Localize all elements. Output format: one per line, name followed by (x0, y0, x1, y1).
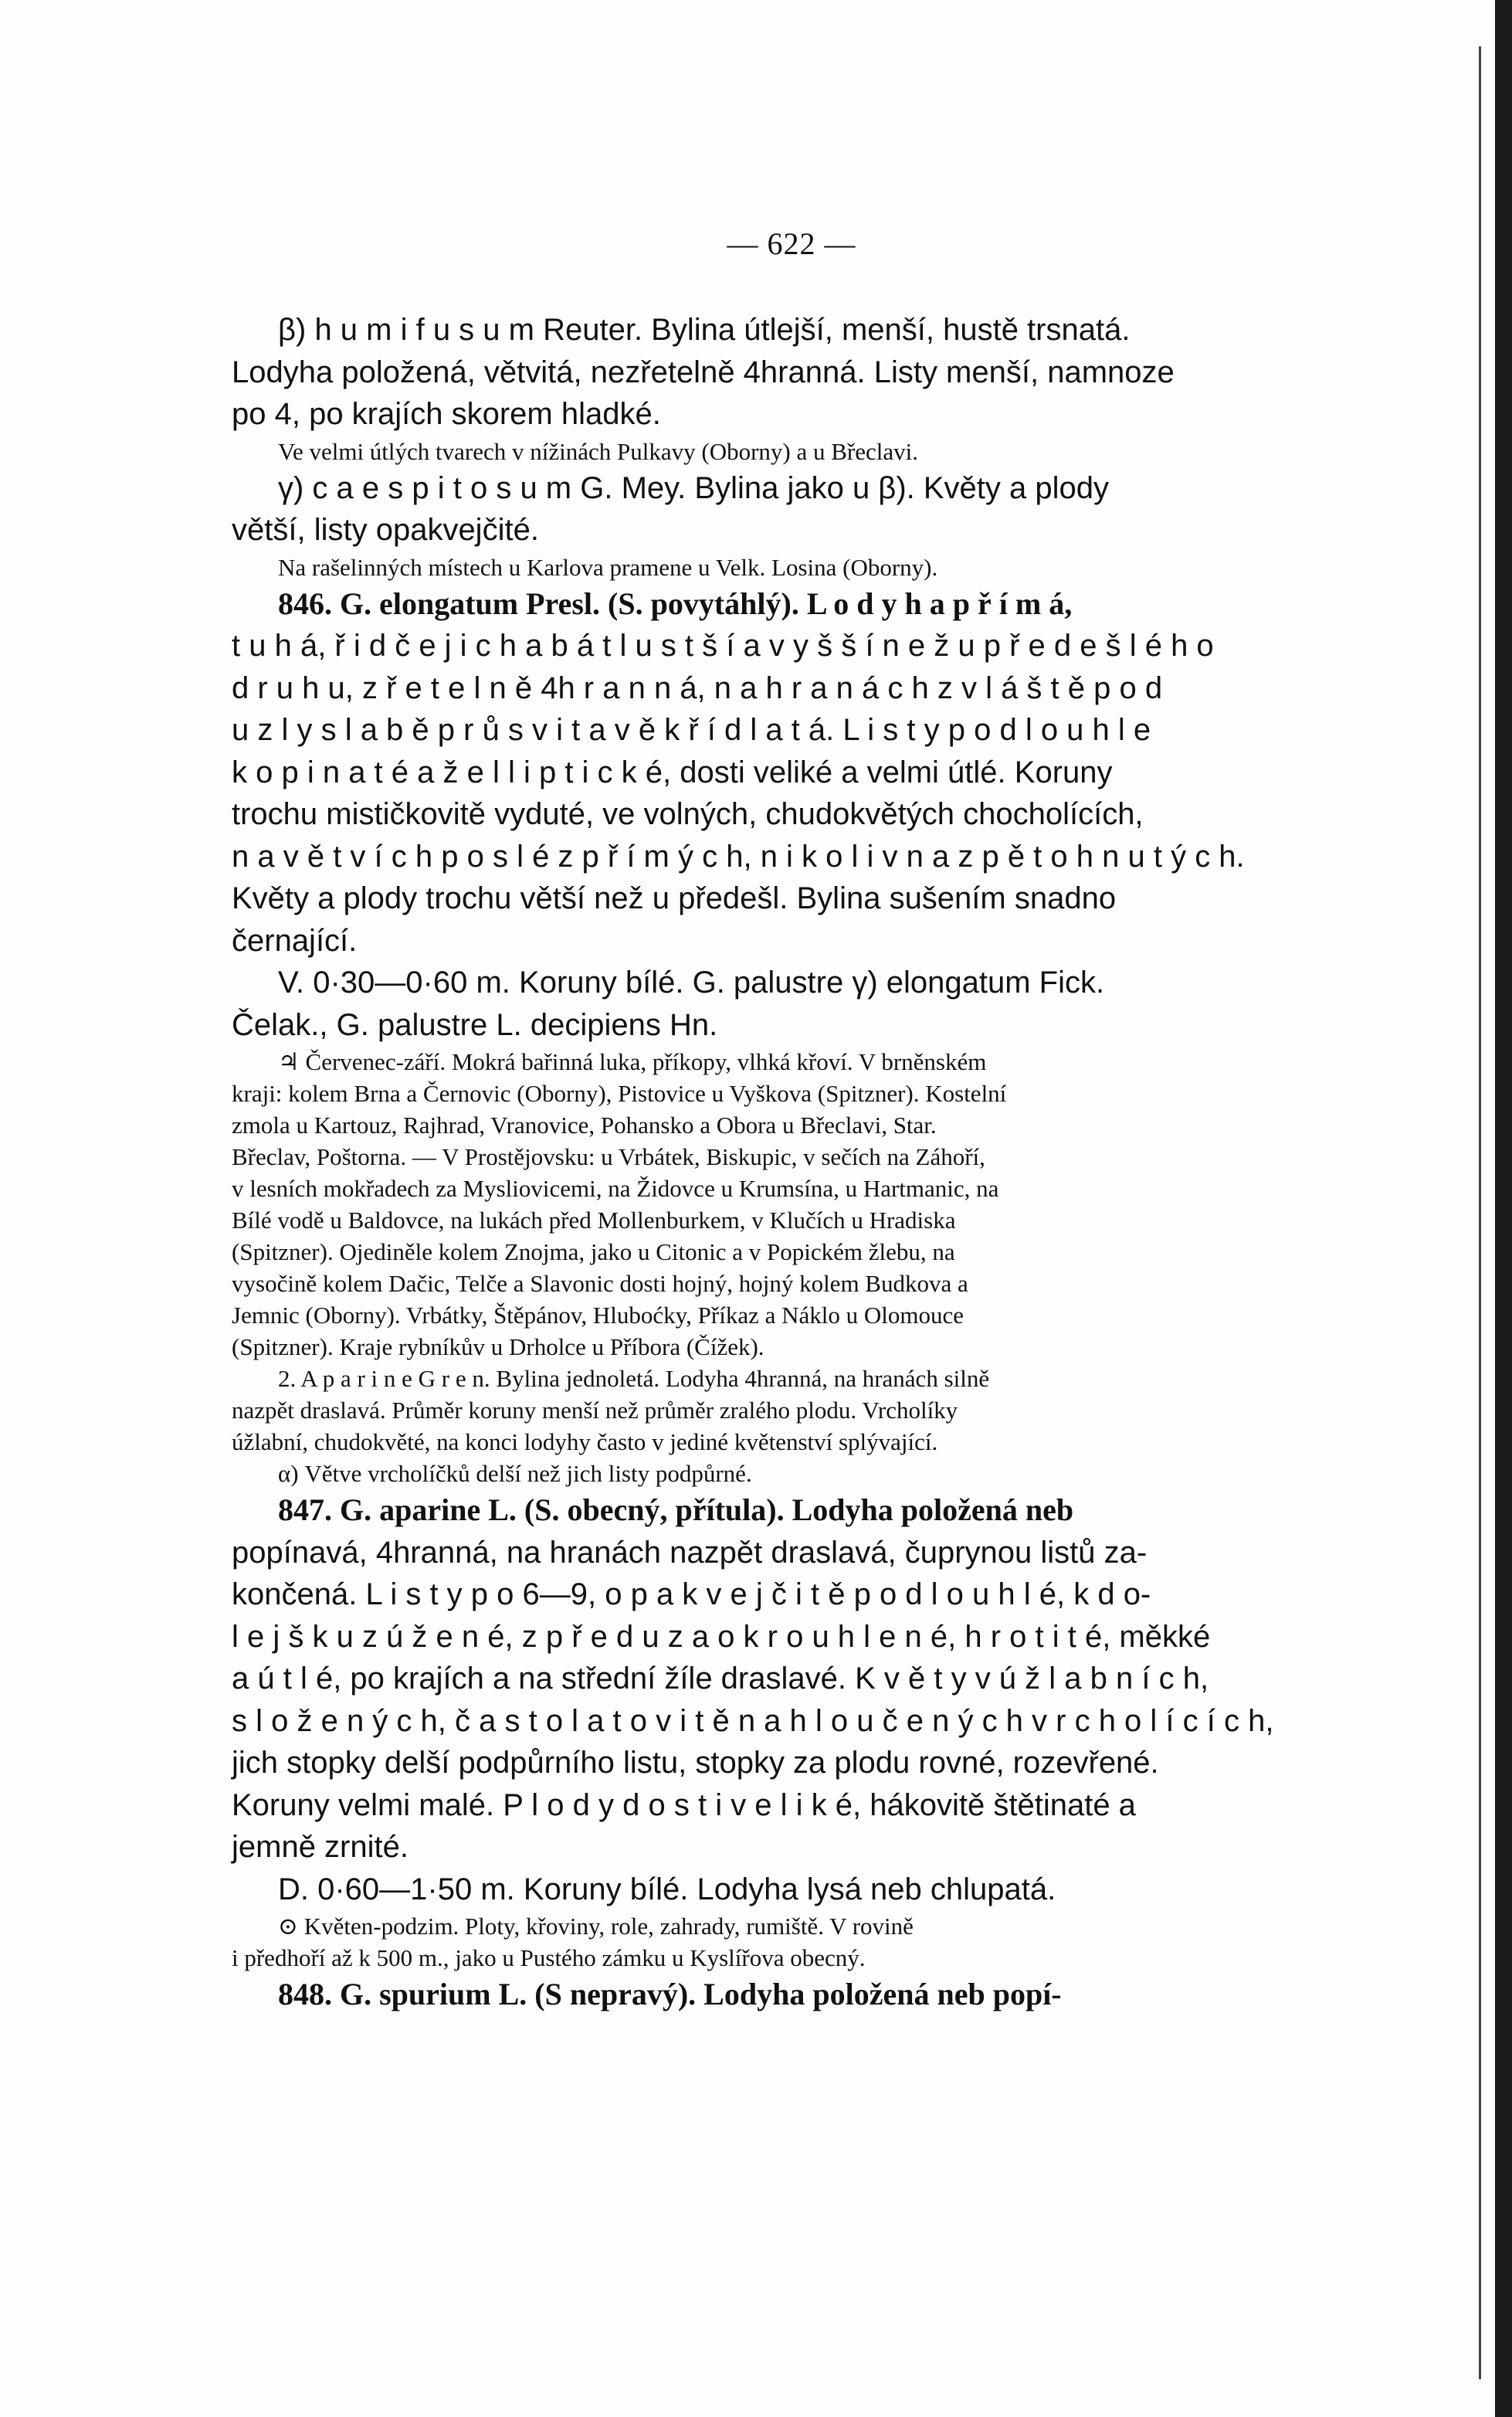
page-body (232, 309, 1313, 2016)
locality-line: ♃ Červenec-září. Mokrá bařinná luka, příkopy, vlhká křoví. V brněnském (278, 1048, 987, 1075)
locality-line: v lesních mokřadech za Mysliovicemi, na Židovce u Krumsína, u Hartmanic, na (232, 1175, 999, 1202)
text-line: černající. (232, 923, 358, 958)
text-line: k o p i n a t é a ž e l l i p t i c k é, dosti veliké a velmi útlé. Koruny (232, 755, 1113, 789)
locality-line: ⊙ Květen-podzim. Ploty, křoviny, role, zahrady, rumiště. V rovině (278, 1913, 914, 1940)
text-line: l e j š k u z ú ž e n é, z p ř e d u z a o k r o u h l e n é, h r o t i t é, měkké (232, 1619, 1211, 1654)
locality-line: Bílé vodě u Baldovce, na lukách před Mollenburkem, v Klučích u Hradiska (232, 1207, 956, 1234)
text-line: končená. L i s t y p o 6—9, o p a k v e j č i t ě p o d l o u h l é, k d o- (232, 1577, 1151, 1611)
scan-edge (1495, 0, 1512, 2417)
text-line: jemně zrnité. (232, 1830, 409, 1864)
species-heading-848: 848. G. spurium L. (S nepravý). Lodyha položená neb popí- (278, 1977, 1062, 2011)
species-heading-846: 846. G. elongatum Presl. (S. povytáhlý). L o d y h a p ř í m á, (278, 586, 1073, 621)
text-line: Lodyha položená, větvitá, nezřetelně 4hranná. Listy menší, namnoze (232, 355, 1175, 389)
text-line: nazpět draslavá. Průměr koruny menší než průměr zralého plodu. Vrcholíky (232, 1397, 958, 1424)
text-line: jich stopky delší podpůrního listu, stopky za plodu rovné, rozevřené. (232, 1746, 1159, 1780)
text-line: V. 0·30—0·60 m. Koruny bílé. G. palustre γ) elongatum Fick. (278, 966, 1105, 1000)
text-line: γ) c a e s p i t o s u m G. Mey. Bylina jako u β). Květy a plody (278, 470, 1109, 505)
text-line: úžlabní, chudokvěté, na konci lodyhy často v jediné květenství splývající. (232, 1428, 938, 1455)
locality-line: zmola u Kartouz, Rajhrad, Vranovice, Pohansko a Obora u Břeclavi, Star. (232, 1112, 937, 1139)
locality-line: (Spitzner). Kraje rybníkův u Drholce u Příbora (Čížek). (232, 1333, 764, 1360)
page-number: — 622 — (727, 226, 856, 261)
text-line: d r u h u, z ř e t e l n ě 4h r a n n á, n a h r a n á c h z v l á š t ě p o d (232, 670, 1163, 705)
subsection-note: α) Větve vrcholíčků delší než jich listy podpůrné. (278, 1460, 752, 1487)
text-line: n a v ě t v í c h p o s l é z p ř í m ý c h, n i k o l i v n a z p ě t o h n u t ý c h. (232, 839, 1245, 874)
locality-line: kraji: kolem Brna a Černovic (Oborny), Pistovice u Vyškova (Spitzner). Kostelní (232, 1080, 1007, 1107)
locality-line: Břeclav, Poštorna. — V Prostějovsku: u Vrbátek, Biskupic, v sečích na Záhoří, (232, 1143, 985, 1170)
text-line: a ú t l é, po krajích a na střední žíle draslavé. K v ě t y v ú ž l a b n í c h, (232, 1662, 1209, 1696)
text-line: Květy a plody trochu větší než u předešl. Bylina sušením snadno (232, 881, 1117, 915)
text-line: Čelak., G. palustre L. decipiens Hn. (232, 1007, 718, 1042)
text-line: trochu mističkovitě vyduté, ve volných, chudokvětých chocholících, (232, 797, 1144, 831)
text-line: s l o ž e n ý c h, č a s t o l a t o v i t ě n a h l o u č e n ý c h v r c h o l í c í c h, (232, 1703, 1274, 1738)
locality-line: vysočině kolem Dačic, Telče a Slavonic dosti hojný, hojný kolem Budkova a (232, 1270, 968, 1297)
species-heading-847: 847. G. aparine L. (S. obecný, přítula). Lodyha položená neb (278, 1492, 1074, 1527)
locality-line: Na rašelinných místech u Karlova pramene u Velk. Losina (Oborny). (278, 553, 938, 581)
text-line: β) h u m i f u s u m Reuter. Bylina útlejší, menší, hustě trsnatá. (278, 313, 1131, 347)
text-line: t u h á, ř i d č e j i c h a b á t l u s t š í a v y š š í n e ž u p ř e d e š l é h o (232, 629, 1214, 663)
text-line: D. 0·60—1·50 m. Koruny bílé. Lodyha lysá neb chlupatá. (278, 1872, 1056, 1906)
section-heading-aparine: 2. A p a r i n e G r e n. Bylina jednoletá. Lodyha 4hranná, na hranách silně (278, 1365, 990, 1392)
scan-edge-line (1479, 46, 1481, 2379)
locality-line: i předhoří až k 500 m., jako u Pustého zámku u Kyslířova obecný. (232, 1944, 866, 1971)
locality-line: (Spitzner). Ojediněle kolem Znojma, jako u Citonic a v Popickém žlebu, na (232, 1238, 955, 1265)
locality-line: Jemnic (Oborny). Vrbátky, Štěpánov, Hluboćky, Příkaz a Náklo u Olomouce (232, 1302, 964, 1329)
text-line: po 4, po krajích skorem hladké. (232, 397, 661, 431)
text-line: větší, listy opakvejčité. (232, 513, 539, 547)
text-line: Koruny velmi malé. P l o d y d o s t i v e l i k é, hákovitě štětinaté a (232, 1787, 1136, 1822)
text-line: popínavá, 4hranná, na hranách nazpět draslavá, čuprynou listů za- (232, 1535, 1148, 1570)
text-line: u z l y s l a b ě p r ů s v i t a v ě k ř í d l a t á. L i s t y p o d l o u h l e (232, 713, 1151, 747)
locality-line: Ve velmi útlých tvarech v nížinách Pulkavy (Oborny) a u Břeclavi. (278, 437, 918, 465)
